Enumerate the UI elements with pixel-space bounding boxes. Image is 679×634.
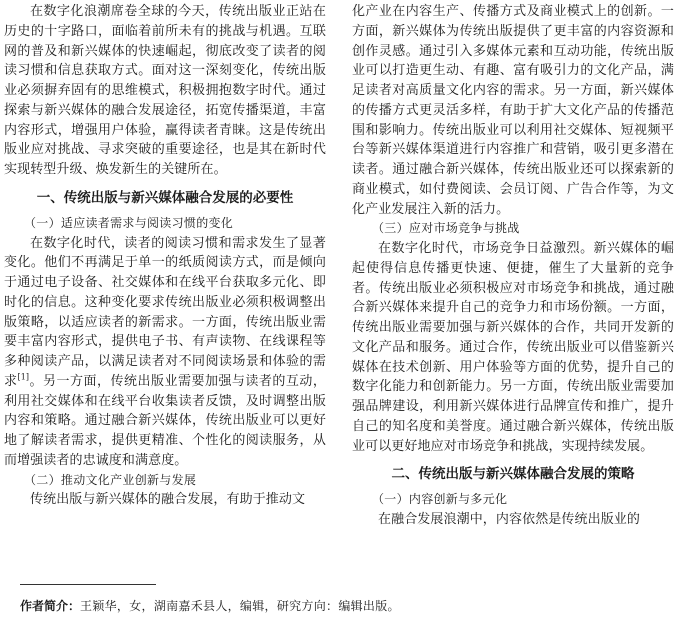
subsection-1-text-a: 在数字化时代，读者的阅读习惯和需求发生了显著变化。他们不再满足于单一的纸质阅读方式，而是倾向于通过电子设备、社交媒体和在线平台获取多元化、即时化的信息。这种变化要求传统出版业必须积极调整出版策略，以适应读者的新需求。一方面，传统出版业需要丰富内容形式，提供电子书、有声读物、在线课程等多种阅读产品，以满足读者对不同阅读场景和体验的需求 — [4, 235, 326, 389]
subsection-3-heading: （三）应对市场竞争与挑战 — [372, 221, 520, 236]
subsection-2-paragraph-start: 传统出版与新兴媒体的融合发展，有助于推动文 — [30, 492, 306, 508]
subsection-1-text-b: 。另一方面，传统出版业需要加强与读者的互动，利用社交媒体和在线平台收集读者反馈，及时调整出版内容和策略。通过融合新兴媒体，传统出版业可以更好地了解读者需求，提供更精准、个性化的阅读服务，从而增强读者的忠诚度和满意度。 — [4, 373, 326, 468]
intro-paragraph: 在数字化浪潮席卷全球的今天，传统出版业正站在历史的十字路口，面临着前所未有的挑战与机遇。互联网的普及和新兴媒体的快速崛起，彻底改变了读者的阅读习惯和信息获取方式。面对这一深刻变化，传统出版业必须摒弃固有的思维模式，积极拥抱数字时代。通过探索与新兴媒体的融合发展途径，拓宽传播渠道，丰富内容形式，增强用户体验，赢得读者青睐。这是传统出版业应对挑战、寻求突破的重要途径，也是其在新时代实现转型升级、焕发新生的关键所在。 — [4, 4, 326, 177]
section-2-heading: 二、传统出版与新兴媒体融合发展的策略 — [391, 466, 635, 483]
subsection-4-paragraph-start: 在融合发展浪潮中，内容依然是传统出版业的 — [378, 512, 641, 527]
subsection-3-paragraph: 在数字化时代，市场竞争日益激烈。新兴媒体的崛起使得信息传播更快速、便捷，催生了大量新的竞争者。传统出版业必须积极应对市场竞争和挑战，通过融合新兴媒体来提升自己的竞争力和市场份额。一方面，传统出版业需要加强与新兴媒体的合作，共同开发新的文化产品和服务。通过合作，传统出版业可以借鉴新兴媒体在技术创新、用户体验等方面的优势，提升自己的数字化能力和创新能力。另一方面，传统出版业需要加强品牌建设，利用新兴媒体进行品牌宣传和推广，提升自己的知名度和美誉度。通过融合新兴媒体，传统出版业可以更好地应对市场竞争和挑战，实现持续发展。 — [352, 241, 674, 454]
right-column — [352, 2, 674, 530]
subsection-2-heading: （二）推动文化产业创新与发展 — [24, 472, 197, 487]
subsection-2-paragraph-continued: 化产业在内容生产、传播方式及商业模式上的创新。一方面，新兴媒体为传统出版提供了更丰富的内容资源和创作灵感。通过引入多媒体元素和互动功能，传统出版业可以打造更生动、有趣、富有吸引力的文化产品，满足读者对高质量文化内容的需求。另一方面，新兴媒体的传播方式更灵活多样，有助于扩大文化产品的传播范围和影响力。传统出版业可以利用社交媒体、短视频平台等新兴媒体渠道进行内容推广和营销，吸引更多潜在读者。通过融合新兴媒体，传统出版业还可以探索新的商业模式，如付费阅读、会员订阅、广告合作等，为文化产业发展注入新的活力。 — [352, 4, 674, 217]
subsection-4-heading: （一）内容创新与多元化 — [372, 492, 508, 507]
subsection-1-paragraph — [4, 234, 326, 471]
citation-ref-1: [1] — [17, 372, 30, 382]
left-column — [4, 2, 326, 510]
subsection-1-heading: （一）适应读者需求与阅读习惯的变化 — [24, 215, 234, 230]
author-footnote — [20, 597, 400, 615]
footnote-text: 王颖华，女，湖南嘉禾县人，编辑，研究方向：编辑出版。 — [80, 599, 400, 613]
section-1-heading: 一、传统出版与新兴媒体融合发展的必要性 — [36, 189, 294, 206]
footnote-label: 作者简介： — [20, 599, 81, 613]
footnote-divider — [20, 584, 156, 585]
